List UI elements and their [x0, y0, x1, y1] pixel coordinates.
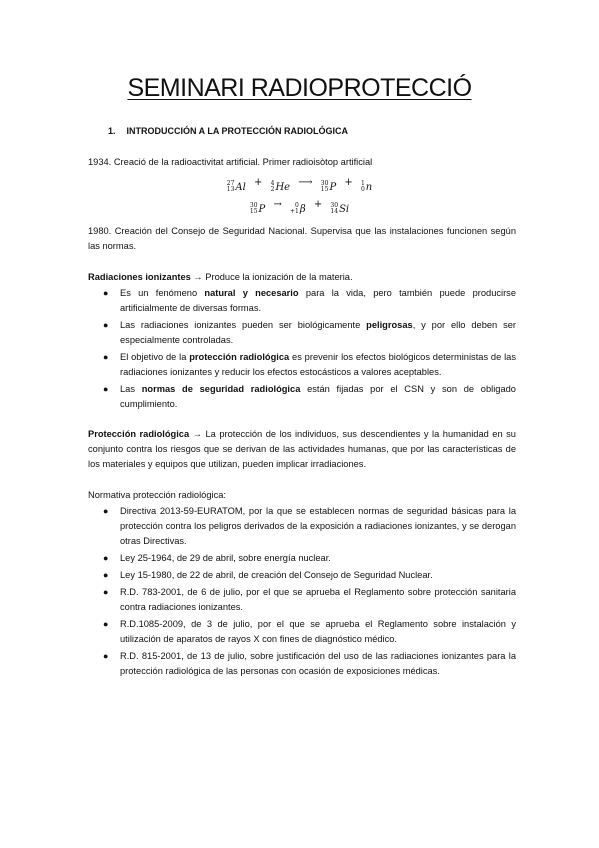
normativa-list: [88, 504, 516, 681]
nuclide-si: 30 14 Si: [330, 202, 350, 215]
section-heading: [108, 126, 348, 136]
bullet-icon: ●: [103, 587, 109, 597]
equation-1: 27 13 Al + 4 2 He ⟶ 30 15 P + 1 0 n: [226, 177, 373, 193]
bullet-icon: ●: [103, 619, 109, 629]
section-number: 1.: [108, 126, 116, 136]
proteccion-definition: → La protección de los individuos, sus descendientes y la humanidad en su conjunto contra los riesgos que se derivan de las actividades humanas, que por las características de los materiales y equipos que utilizan, pueden implicar irradiaciones.: [88, 429, 516, 469]
bullet-icon: ●: [103, 320, 109, 330]
bullet-icon: ●: [103, 352, 109, 362]
list-item: ● Ley 25-1964, de 29 de abril, sobre energía nuclear.: [88, 551, 516, 566]
list-item: ● Las normas de seguridad radiológica están fijadas por el CSN y son de obligado cumplimiento.: [103, 384, 516, 409]
nuclide-he: 4 2 He: [270, 180, 291, 193]
bullet-icon: ●: [103, 570, 109, 580]
list-item: ● Las radiaciones ionizantes pueden ser biológicamente peligrosas, y por ello deben ser especialmente controladas.: [103, 320, 517, 345]
radiaciones-intro: [88, 270, 516, 285]
radiaciones-label: Radiaciones ionizantes: [88, 272, 191, 282]
list-item: ● Ley 15-1980, de 22 de abril, de creación del Consejo de Seguridad Nuclear.: [88, 568, 516, 583]
nuclide-p: 30 15 P: [249, 202, 266, 215]
bullet-icon: ●: [103, 384, 109, 394]
radiaciones-list: [88, 286, 516, 414]
paragraph-1980: 1980. Creación del Consejo de Seguridad Nacional. Supervisa que las instalaciones funcionen según las normas.: [88, 226, 516, 251]
bullet-icon: ●: [103, 288, 109, 298]
equation-2: 30 15 P → 0 +1 β + 30 14 Si: [249, 199, 350, 215]
nuclide-beta: 0 +1 β: [290, 202, 306, 215]
page-title: SEMINARI RADIOPROTECCIÓ: [127, 74, 472, 102]
nuclide-al: 27 13 Al: [226, 180, 246, 193]
proteccion-paragraph: [88, 427, 516, 472]
paragraph-1934: 1934. Creació de la radioactivitat artificial. Primer radioisòtop artificial: [88, 157, 373, 167]
nuclide-p: 30 15 P: [320, 180, 337, 193]
bullet-icon: ●: [103, 651, 109, 661]
bullet-icon: ●: [103, 553, 109, 563]
radiaciones-definition: → Produce la ionización de la materia.: [190, 272, 353, 282]
list-item: ● R.D.1085-2009, de 3 de julio, por el que se aprueba el Reglamento sobre instalación y utilización de aparatos de rayos X con fines de diagnóstico médico.: [103, 619, 516, 644]
list-item: ● El objetivo de la protección radiológica es prevenir los efectos biológicos deterministas de las radiaciones ionizantes y reducir los efectos estocásticos a valores aceptables.: [103, 352, 516, 377]
nuclide-n: 1 0 n: [360, 180, 373, 193]
list-item: ● Directiva 2013-59-EURATOM, por la que se establecen normas de seguridad básicas para la protección contra los peligros derivados de la exposición a radiaciones ionizantes, y se derogan otras Directivas.: [103, 506, 516, 546]
normativa-label: Normativa protección radiológica:: [88, 490, 226, 500]
bullet-icon: ●: [103, 506, 109, 516]
list-item: ● Es un fenómeno natural y necesario para la vida, pero también puede producirse artificialmente de diversas formas.: [103, 288, 516, 313]
list-item: ● R.D. 815-2001, de 13 de julio, sobre justificación del uso de las radiaciones ionizantes para la protección radiológica de las personas con ocasión de exposiciones médicas.: [103, 651, 516, 676]
section-heading-text: INTRODUCCIÓN A LA PROTECCIÓN RADIOLÓGICA: [126, 126, 349, 136]
list-item: ● R.D. 783-2001, de 6 de julio, por el que se aprueba el Reglamento sobre protección sanitaria contra radiaciones ionizantes.: [103, 587, 516, 612]
proteccion-label: Protección radiológica: [88, 429, 190, 439]
